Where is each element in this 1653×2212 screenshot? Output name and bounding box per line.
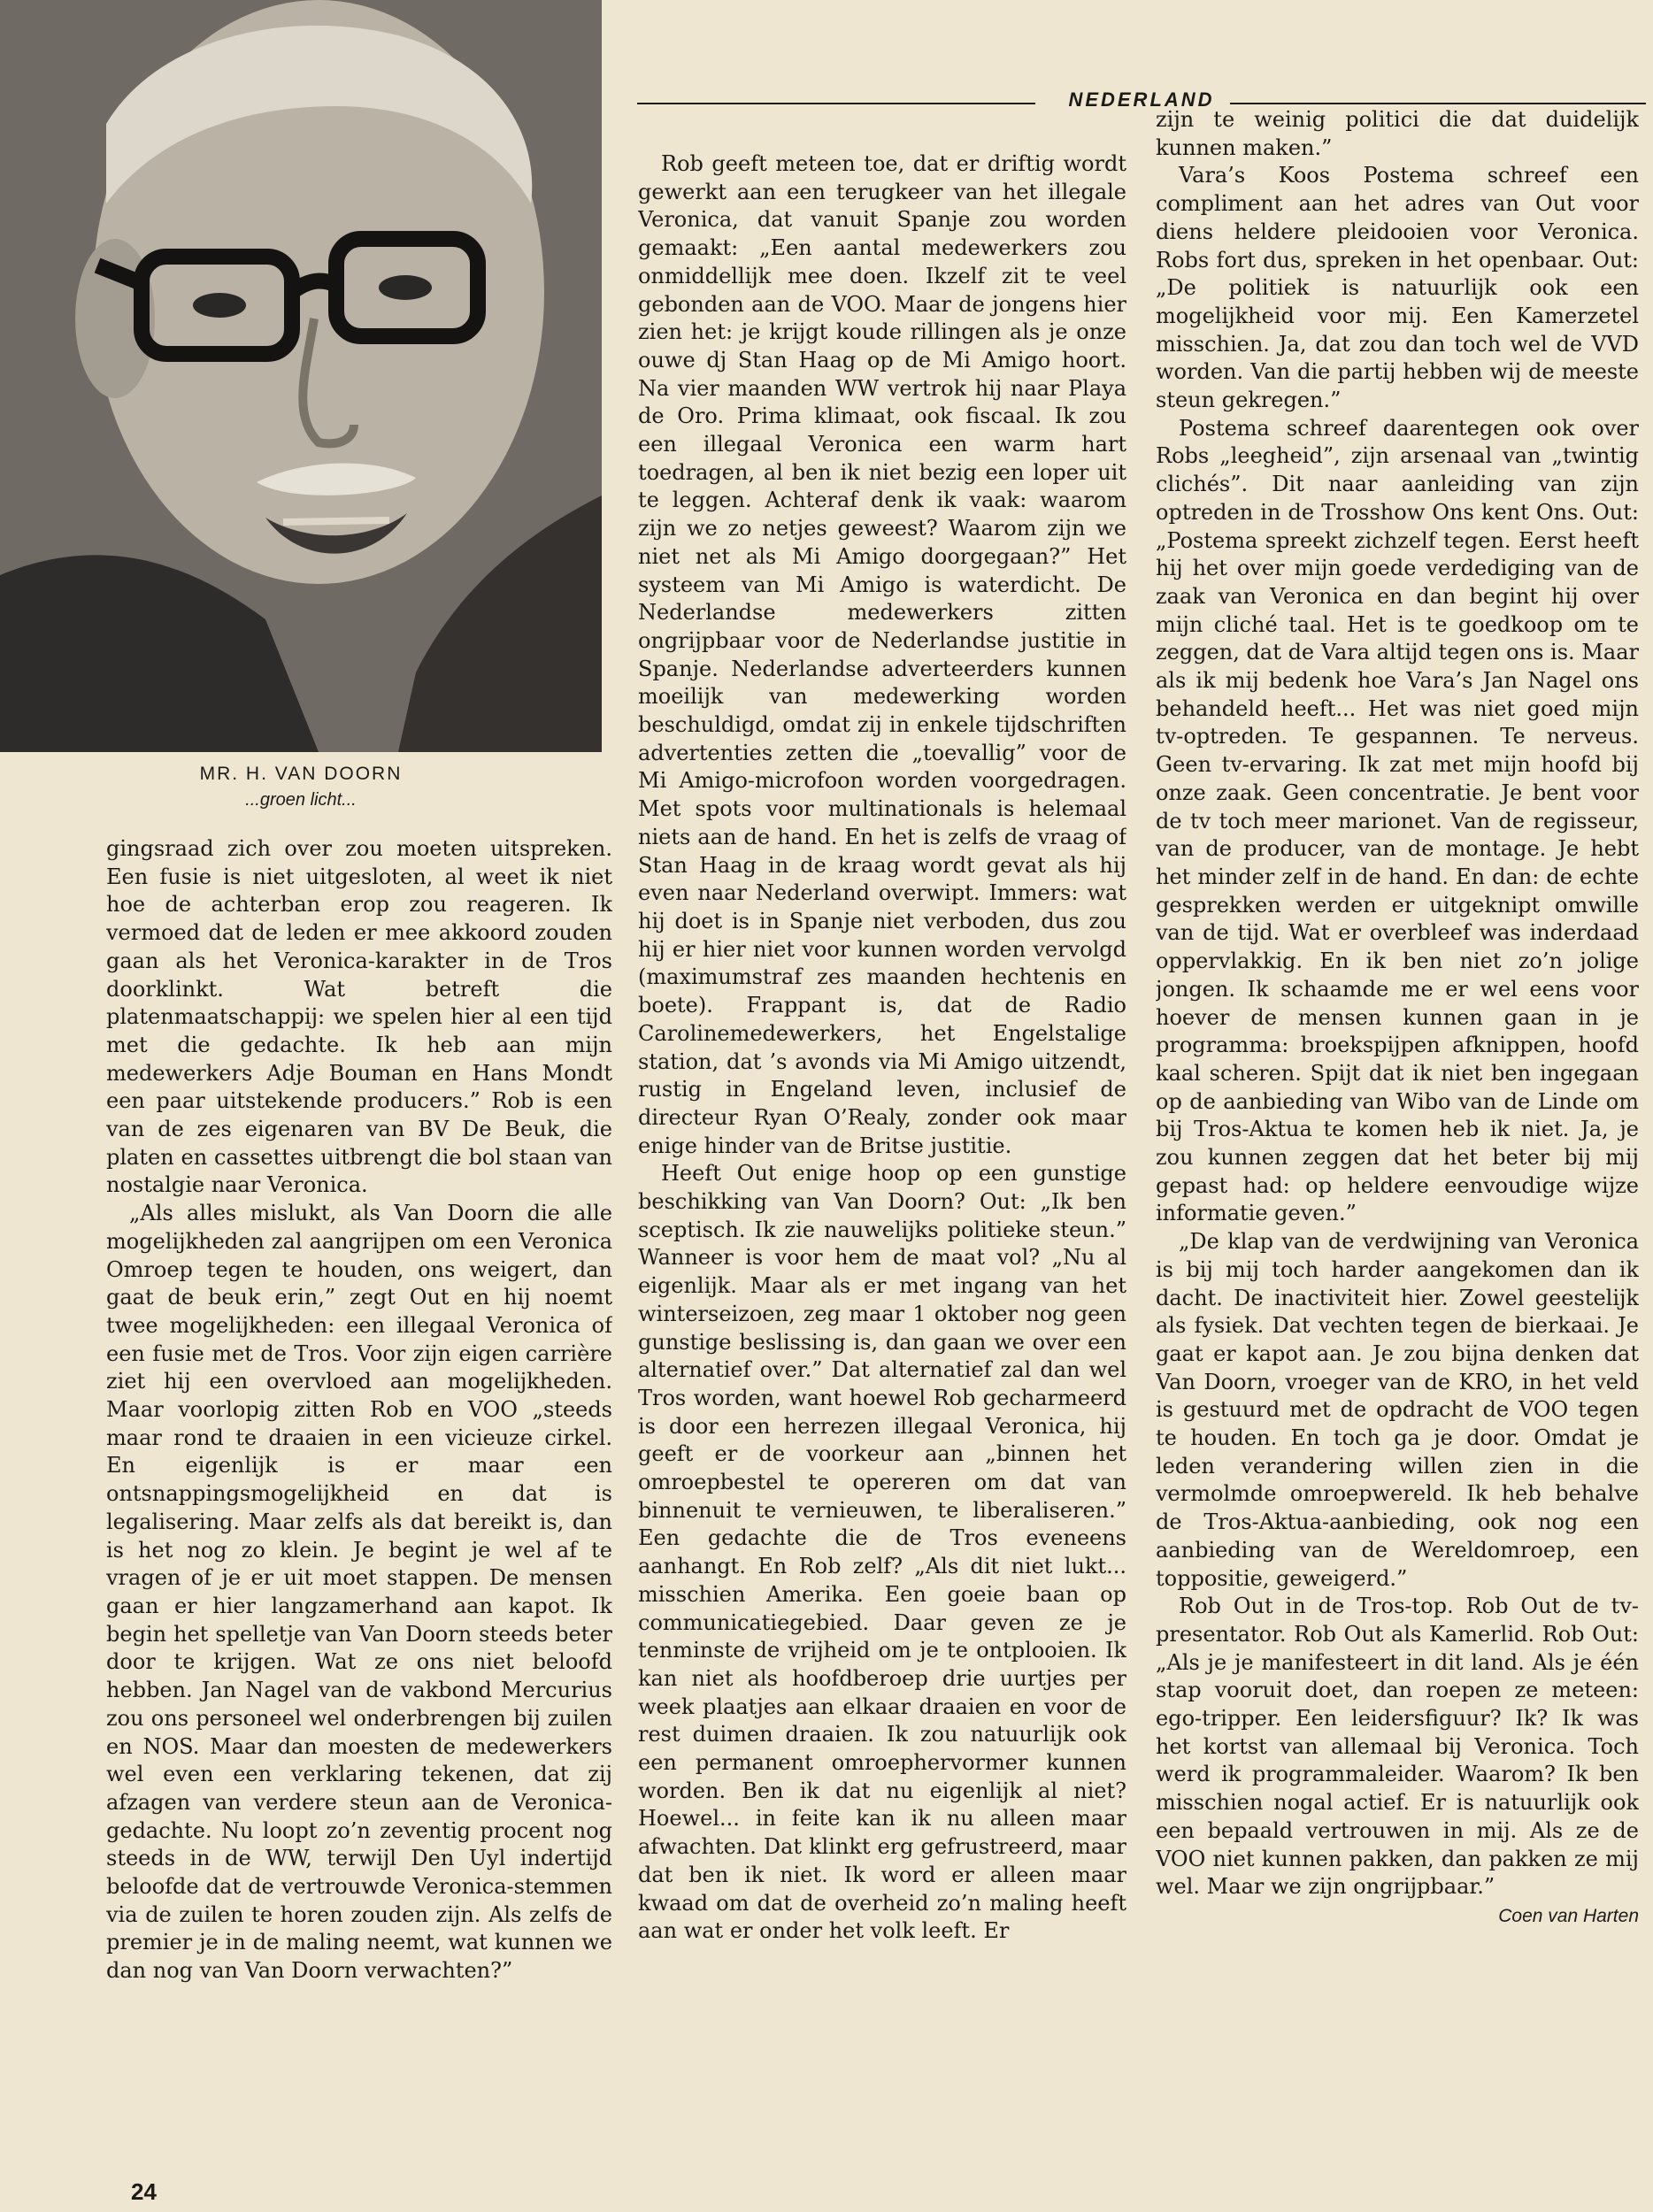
section-label: NEDERLAND	[1068, 88, 1215, 111]
article-column-2	[638, 150, 1126, 2203]
paragraph: Vara’s Koos Postema schreef een compliment aan het adres van Out voor diens heldere pleidooien voor Veronica. Robs fort dus, spreken in het openbaar. Out: „De politiek is natuurlijk ook een mogelijkheid voor mij. Een Kamerzetel misschien. Ja, dat zou dan toch wel de VVD worden. Van die partij hebben wij de meeste steun gekregen.”	[1156, 163, 1639, 413]
page-number: 24	[131, 2178, 157, 2205]
byline	[1156, 1901, 1639, 1931]
paragraph: „Als alles mislukt, als Van Doorn die alle mogelijkheden zal aangrijpen om een Veronica Omroep tegen te houden, ons weigert, dan gaat de beuk erin,” zegt Out en hij noemt twee mogelijkheden: een illegaal Veronica of een fusie met de Tros. Voor zijn eigen carrière ziet hij een overvloed aan mogelijkheden. Maar voorlopig zitten Rob en VOO „steeds maar rond te draaien in een vicieuze cirkel. En eigenlijk is er maar een ontsnappingsmogelijkheid en dat is legalisering. Maar zelfs als dat bereikt is, dan is het nog zo klein. Je begint je wel af te vragen of je er uit moet stappen. De mensen gaan er hier langzamerhand aan kapot. Ik begin het spelletje van Van Doorn steeds beter door te krijgen. Wat ze ons niet beloofd hebben. Jan Nagel van de vakbond Mercurius zou ons personeel wel onderbrengen bij zuilen en NOS. Maar dan moesten de medewerkers wel even een verklaring tekenen, dat zij afzagen van verdere steun aan de Veronica-gedachte. Nu loopt zo’n zeventig procent nog steeds in de WW, terwijl Den Uyl indertijd beloofde dat de vertrouwde Veronica-stemmen via de zuilen te horen zouden zijn. Als zelfs de premier je in de maling neemt, wat kunnen we dan nog van Van Doorn verwachten?”	[106, 1201, 612, 1984]
caption-subtitle: ...groen licht...	[245, 790, 357, 810]
portrait-photo	[0, 0, 602, 752]
portrait-illustration	[0, 0, 602, 752]
paragraph: „De klap van de verdwijning van Veronica is bij mij toch harder aangekomen dan ik dacht. De inactiviteit hier. Zowel geestelijk als fysiek. Dat vechten tegen de bierkaai. Je gaat er kapot aan. Je zou bijna denken dat Van Doorn, vroeger van de KRO, in het veld is gestuurd met de opdracht de VOO tegen te houden. En toch ga je door. Omdat je leden verandering willen zien in die vermolmde omroepwereld. Ik heb behalve de Tros-Aktua-aanbieding, ook nog een aanbieding van de Wereldomroep, een toppositie, geweigerd.”	[1156, 1229, 1639, 1591]
section-rule-right	[1230, 103, 1646, 104]
article-column-3	[1156, 106, 1639, 2203]
article-column-1	[106, 835, 612, 2198]
paragraph: gingsraad zich over zou moeten uitspreken. Een fusie is niet uitgesloten, al weet ik niet hoe de achterban erop zou reageren. Ik vermoed dat de leden er mee akkoord zouden gaan als het Veronica-karakter in de Tros doorklinkt. Wat betreft die platenmaatschappij: we spelen hier al een tijd met die gedachte. Ik heb aan mijn medewerkers Adje Bouman en Hans Mondt een paar uitstekende producers.” Rob is een van de zes eigenaren van BV De Beuk, die platen en cassettes uitbrengt die bol staan van nostalgie naar Veronica.	[106, 836, 612, 1198]
paragraph: Heeft Out enige hoop op een gunstige beschikking van Van Doorn? Out: „Ik ben sceptisch. Ik zie nauwelijks politieke steun.” Wanneer is voor hem de maat vol? „Nu al eigenlijk. Maar als er met ingang van het winterseizoen, zeg maar 1 oktober nog geen gunstige beslissing is, dan gaan we over een alternatief over.” Dat alternatief zal dan wel Tros worden, want hoewel Rob gecharmeerd is door een herrezen illegaal Veronica, hij geeft er de voorkeur aan „binnen het omroepbestel te opereren om dat van binnenuit te vernieuwen, te liberaliseren.” Een gedachte die de Tros eveneens aanhangt. En Rob zelf? „Als dit niet lukt... misschien Amerika. Een goeie baan op communicatiegebied. Daar geven ze je tenminste de vrijheid om je te ontplooien. Ik kan niet als hoofdberoep drie uurtjes per week plaatjes aan elkaar draaien en voor de rest duimen draaien. Ik zou natuurlijk ook een permanent omroephervormer kunnen worden. Ben ik dat nu eigenlijk al niet? Hoewel... in feite kan ik nu alleen maar afwachten. Dat klinkt erg gefrustreerd, maar dat ben ik niet. Ik word er alleen maar kwaad om dat de overheid zo’n maling heeft aan wat er onder het volk leeft. Er	[638, 1161, 1126, 1944]
photo-caption	[0, 761, 602, 812]
paragraph: Rob Out in de Tros-top. Rob Out de tv-presentator. Rob Out als Kamerlid. Rob Out: „Als je je manifesteert in dit land. Als je één stap vooruit doet, dan roepen ze meteen: ego-tripper. Een leidersfiguur? Ik? Ik was het kortst van allemaal bij Veronica. Toch werd ik programmaleider. Waarom? Ik ben misschien nogal actief. Er is natuurlijk ook een bepaald vertrouwen in mij. Als ze de VOO niet kunnen pakken, dan pakken ze mij wel. Maar we zijn ongrijpbaar.”	[1156, 1594, 1639, 1900]
paragraph: Postema schreef daarentegen ook over Robs „leegheid”, zijn arsenaal van „twintig clichés”. Dit naar aanleiding van zijn optreden in de Trosshow Ons kent Ons. Out: „Postema spreekt zichzelf tegen. Eerst heeft hij het over mijn goede verdediging van de zaak van Veronica en dan begint hij over mijn cliché taal. Het is te goedkoop om te zeggen, dat de Vara altijd tegen ons is. Maar als ik mij bedenk hoe Vara’s Jan Nagel ons behandeld heeft... Het was niet goed mijn tv-optreden. Te gespannen. Te nerveus. Geen tv-ervaring. Ik zat met mijn hoofd bij onze zaak. Geen concentratie. Je bent voor de tv toch meer marionet. Van de regisseur, van de producer, van de montage. Je hebt het minder zelf in de hand. En dan: de echte gesprekken werden er uitgeknipt omwille van de tijd. Wat er overbleef was inderdaad oppervlakkig. En ik ben niet zo’n jolige jongen. Ik schaamde me er wel eens voor hoever de mensen kunnen gaan in je programma: broekspijpen afknippen, hoofd kaal scheren. Spijt dat ik niet ben ingegaan op de aanbieding van Wibo van de Linde om bij Tros-Aktua te komen heb ik niet. Ja, je zou kunnen zeggen dat het beter bij mij gepast had: op heldere eenvoudige wijze informatie geven.”	[1156, 415, 1639, 1226]
paragraph: zijn te weinig politici die dat duidelijk kunnen maken.”	[1156, 107, 1639, 160]
author-name: Coen van Harten	[1498, 1906, 1639, 1926]
caption-name: MR. H. VAN DOORN	[199, 764, 403, 784]
paragraph: Rob geeft meteen toe, dat er driftig wordt gewerkt aan een terugkeer van het illegale Veronica, dat vanuit Spanje zou worden gemaakt: „Een aantal medewerkers zou onmiddellijk mee doen. Ikzelf zit te veel gebonden aan de VOO. Maar de jongens hier zien het: je krijgt koude rillingen als je onze ouwe dj Stan Haag op de Mi Amigo hoort. Na vier maanden WW vertrok hij naar Playa de Oro. Prima klimaat, ook fiscaal. Ik zou een illegaal Veronica een warm hart toedragen, al ben ik niet bezig een loper uit te leggen. Achteraf denk ik vaak: waarom zijn we zo netjes geweest? Waarom zijn we niet net als Mi Amigo doorgegaan?” Het systeem van Mi Amigo is waterdicht. De Nederlandse medewerkers zitten ongrijpbaar voor de Nederlandse justitie in Spanje. Nederlandse adverteerders kunnen moeilijk van medewerking worden beschuldigd, omdat zij in enkele tijdschriften advertenties zetten die „toevallig” voor de Mi Amigo-microfoon worden voorgedragen. Met spots voor multinationals is helemaal niets aan de hand. En het is zelfs de vraag of Stan Haag in de kraag wordt gevat als hij even naar Nederland overwipt. Immers: wat hij doet is in Spanje niet verboden, dus zou hij er hier niet voor kunnen worden vervolgd (maximumstraf zes maanden hechtenis en boete). Frappant is, dat de Radio Carolinemedewerkers, het Engelstalige station, dat ’s avonds via Mi Amigo uitzendt, rustig in Engeland leven, inclusief de directeur Ryan O’Realy, zonder ook maar enige hinder van de Britse justitie.	[638, 151, 1126, 1158]
